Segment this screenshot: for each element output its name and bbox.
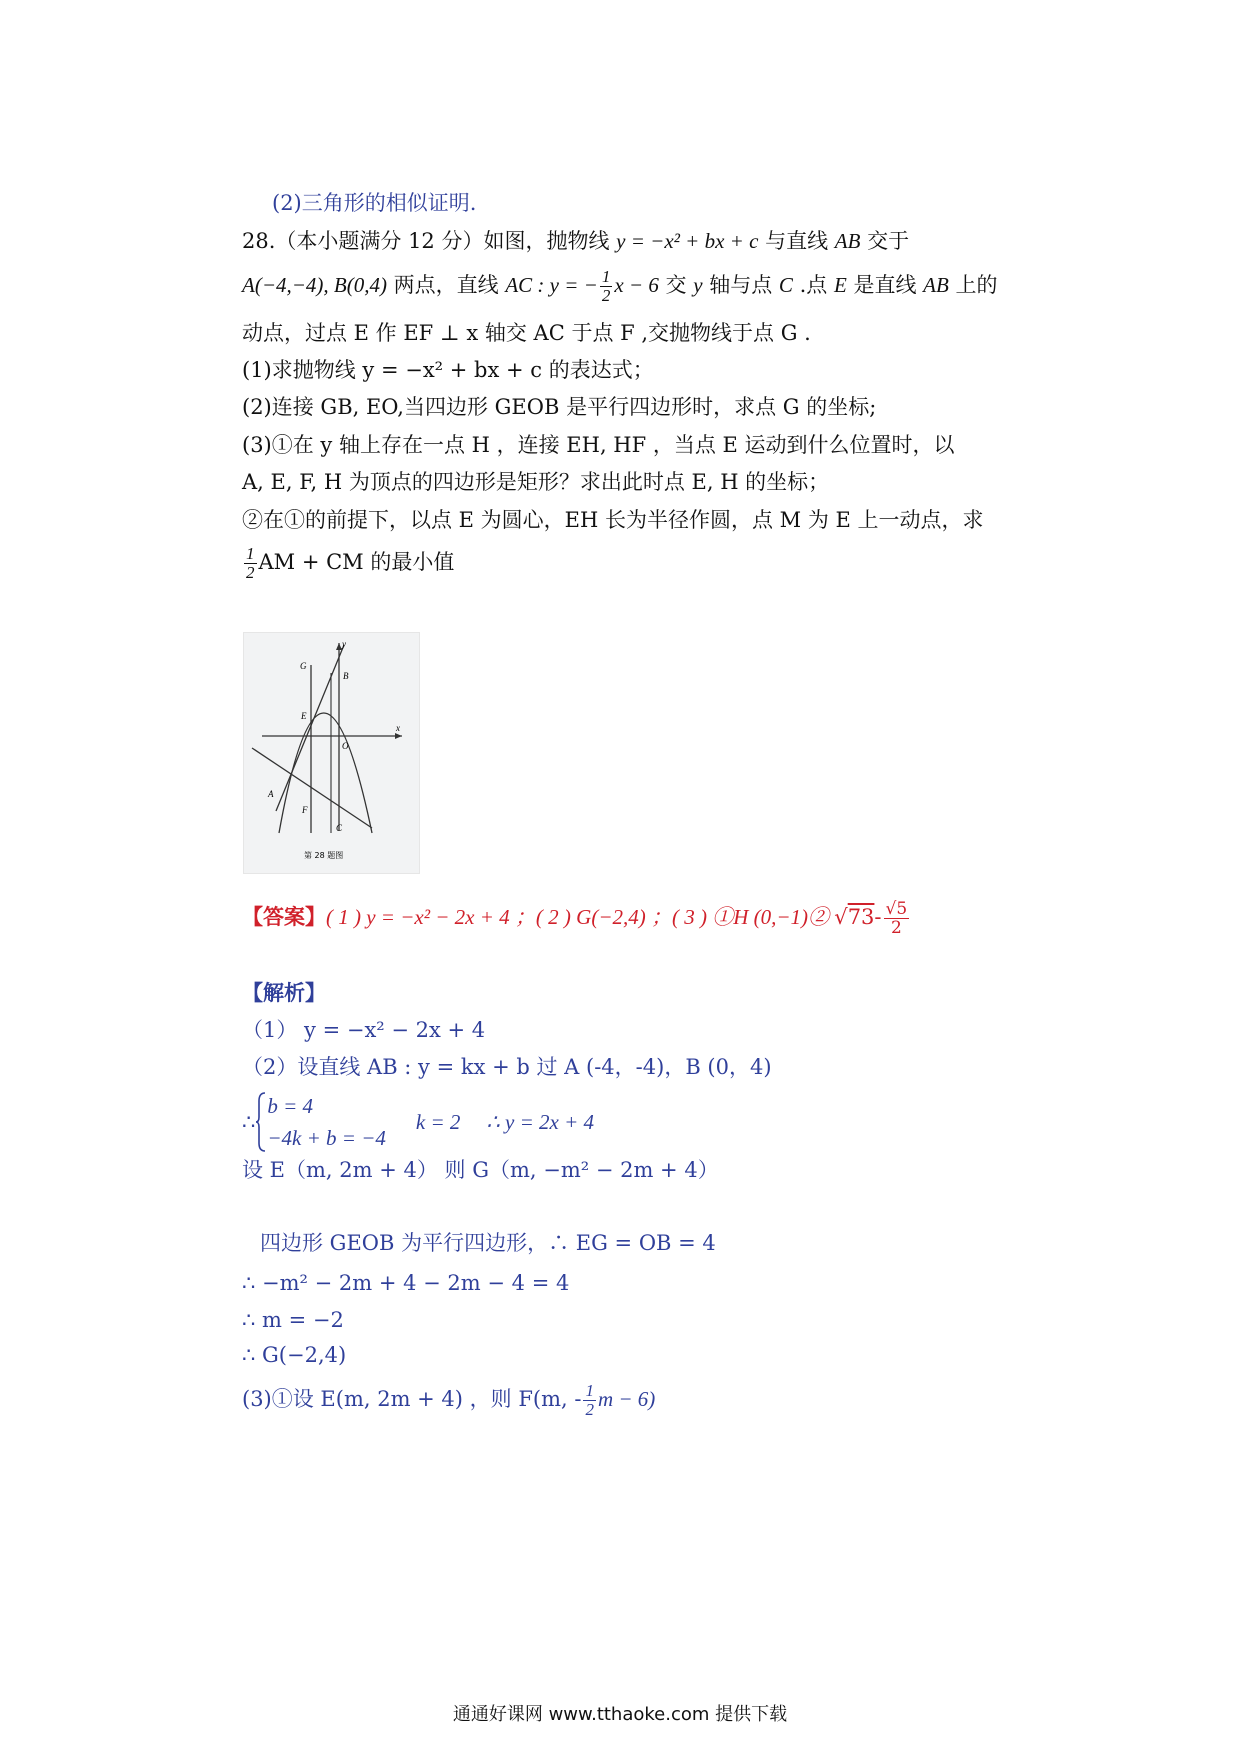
q-ab: AB [834, 229, 861, 253]
brace-icon [255, 1091, 267, 1153]
part-3d [242, 545, 454, 582]
analysis-step-1: （1） y = −x² − 2x + 4 [242, 1018, 486, 1042]
label-e: E [301, 711, 307, 721]
answer-text: ( 1 ) y = −x² − 2x + 4 ；( 2 ) G(−2,4) ；( 3 ) ①H (0,−1)② [326, 905, 835, 929]
graph-svg [244, 633, 419, 873]
analysis-step-7: ∴ m = −2 [242, 1308, 344, 1332]
frac-num: √5 [885, 899, 908, 919]
frac-num: 1 [601, 267, 611, 286]
system-row-2: −4k + b = −4 [267, 1126, 386, 1150]
analysis-step-6: ∴ −m² − 2m + 4 − 2m − 4 = 4 [242, 1271, 570, 1295]
x-axis-arrow [395, 733, 402, 739]
q-eq: y = −x² + bx + c [616, 229, 759, 253]
answer-fraction [884, 900, 910, 937]
part-3b: A, E, F, H 为顶点的四边形是矩形？求出此时点 E, H 的坐标； [242, 470, 830, 494]
part-2: (2)连接 GB, EO,当四边形 GEOB 是平行四边形时，求点 G 的坐标; [242, 395, 877, 419]
system-row-1: b = 4 [267, 1094, 314, 1118]
system-rows [267, 1090, 386, 1154]
answer-line [242, 900, 911, 937]
q-text: 与直线 [758, 229, 835, 253]
analysis-tag: 【解析】 [242, 980, 326, 1005]
label-a: A [268, 789, 274, 799]
q-ac-tail: x − 6 [614, 273, 659, 297]
part-3a: (3)①在 y 轴上存在一点 H ，连接 EH, HF ，当点 E 运动到什么位置时，以 [242, 433, 955, 457]
q-fraction [600, 268, 613, 305]
analysis-step-5: 四边形 GEOB 为平行四边形，∴ EG = OB = 4 [260, 1231, 716, 1255]
problem-figure [243, 632, 420, 874]
s9-fraction [583, 1382, 596, 1419]
k-value: k = 2 [415, 1110, 461, 1134]
frac-den: 2 [601, 286, 611, 305]
analysis-step-8: ∴ G(−2,4) [242, 1343, 347, 1367]
s9-tail: m − 6) [597, 1387, 656, 1411]
analysis-step-4: 设 E（m, 2m + 4） 则 G（m, −m² − 2m + 4） [242, 1158, 719, 1182]
q-text: 交 [658, 273, 694, 297]
q-var: C [778, 273, 793, 297]
frac-den: 2 [585, 1400, 594, 1419]
label-y: y [342, 639, 346, 649]
equation-system [242, 1090, 594, 1154]
analysis-step-2: （2）设直线 AB : y = kx + b 过 A (-4，-4)，B (0，4) [242, 1055, 772, 1079]
p3d-fraction [244, 545, 257, 582]
label-x: x [396, 723, 400, 733]
analysis-step-9 [242, 1382, 655, 1419]
footer: 通通好课网 www.tthaoke.com 提供下载 [452, 1704, 788, 1725]
p3d-text: AM + CM 的最小值 [258, 550, 455, 574]
frac-num: 1 [585, 1381, 594, 1400]
parabola [279, 713, 372, 833]
q-text: .点 [792, 273, 834, 297]
therefore-symbol: ∴ [242, 1110, 256, 1134]
part-3c: ②在①的前提下，以点 E 为圆心，EH 长为半径作圆，点 M 为 E 上一动点，求 [242, 508, 984, 532]
q-var: y [693, 273, 703, 297]
q-points: A(−4,−4), B(0,4) [242, 273, 387, 297]
q-text: 上的 [948, 273, 998, 297]
label-g: G [300, 661, 307, 671]
answer-dash: - [874, 905, 882, 929]
q-text: 两点，直线 [386, 273, 506, 297]
label-b: B [343, 671, 349, 681]
q-var: AB [923, 273, 949, 297]
frac-den: 2 [890, 918, 902, 938]
label-c: C [336, 823, 343, 833]
part-1: (1)求抛物线 y = −x² + bx + c 的表达式； [242, 358, 654, 382]
sqrt-radicand: 73 [847, 905, 875, 929]
s9-text: (3)①设 E(m, 2m + 4) ，则 F(m, - [242, 1387, 582, 1411]
figure-caption: 第 28 题图 [304, 851, 344, 860]
label-f: F [302, 805, 308, 815]
label-o: O [342, 741, 349, 751]
header-note: (2)三角形的相似证明. [272, 191, 477, 215]
line-equation: ∴ y = 2x + 4 [486, 1110, 594, 1134]
sqrt-symbol: √73 [834, 905, 875, 929]
analysis-system [242, 1090, 594, 1154]
frac-den: 2 [246, 563, 255, 582]
question-line-3: 动点，过点 E 作 EF ⊥ x 轴交 AC 于点 F ,交抛物线于点 G . [242, 321, 811, 345]
frac-num: 1 [246, 544, 255, 563]
q-var: E [833, 273, 847, 297]
answer-tag: 【答案】 [242, 904, 326, 929]
q-text: 轴与点 [702, 273, 779, 297]
q-text: 28.（本小题满分 12 分）如图，抛物线 [242, 229, 617, 253]
question-line-2 [242, 268, 997, 305]
q-text: 交于 [860, 229, 910, 253]
q-text: 是直线 [846, 273, 924, 297]
question-line-1 [242, 226, 909, 256]
q-ac: AC : y = − [505, 273, 598, 297]
